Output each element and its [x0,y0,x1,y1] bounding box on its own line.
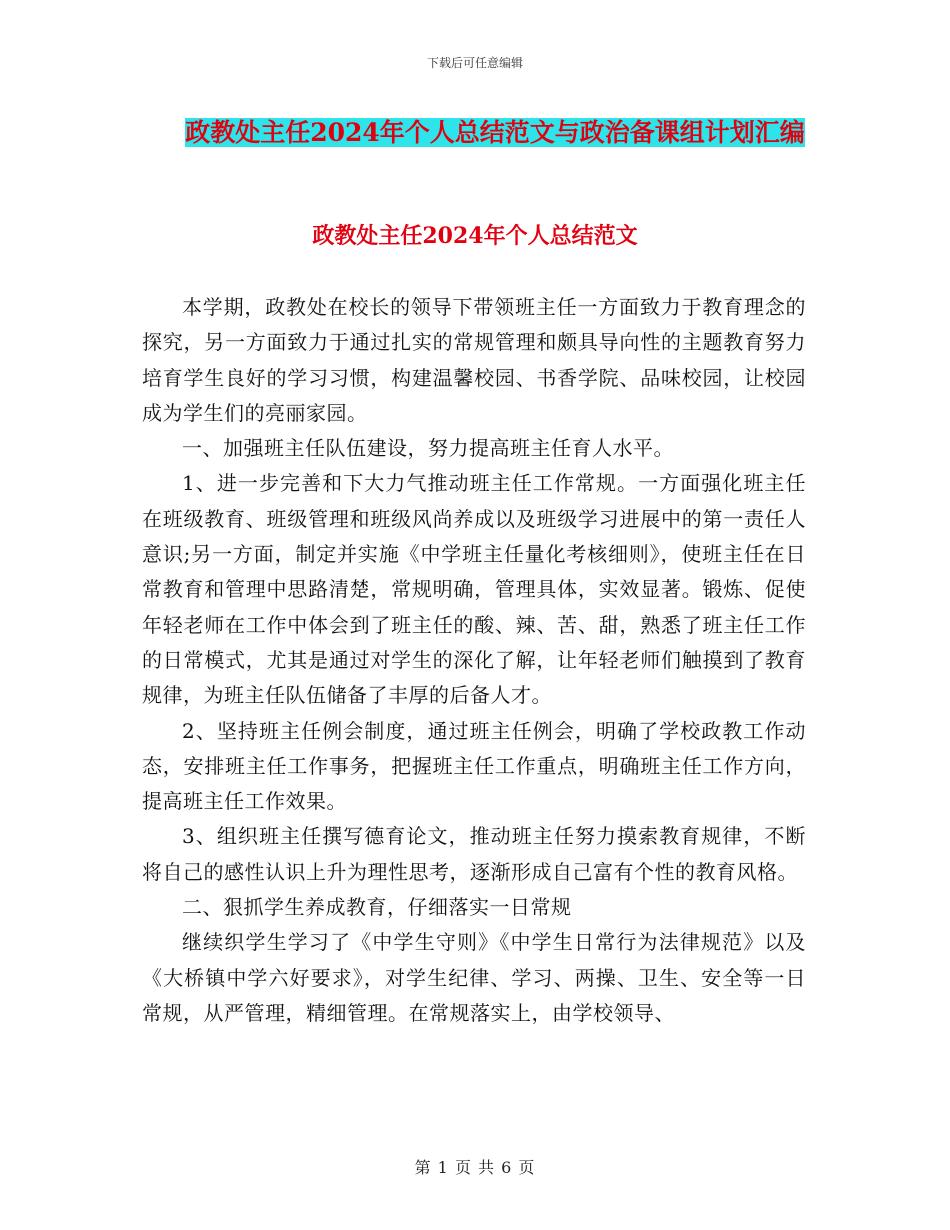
paragraph: 二、狠抓学生养成教育，仔细落实一日常规 [182,895,572,920]
paragraph: 继续织学生学习了《中学生守则》《中学生日常行为法律规范》以及《大桥镇中学六好要求》，对学生纪律、学习、两操、卫生、安全等一日常规，从严管理，精细管理。在常规落实上，由学校领导、 [142,930,806,1025]
document-body [142,290,806,1031]
paragraph: 一、加强班主任队伍建设，努力提高班主任育人水平。 [182,436,674,461]
paragraph: 1、进一步完善和下大力气推动班主任工作常规。一方面强化班主任在班级教育、班级管理和班级风尚养成以及班级学习进展中的第一责任人意识;另一方面，制定并实施《中学班主任量化考核细则》，使班主任在日常教育和管理中思路清楚，常规明确，管理具体，实效显著。锻炼、促使年轻老师在工作中体会到了班主任的酸、辣、苦、甜，熟悉了班主任工作的日常模式，尤其是通过对学生的深化了解，让年轻老师们触摸到了教育规律，为班主任队伍储备了丰厚的后备人才。 [142,471,806,708]
header-note: 下载后可任意编辑 [426,56,523,70]
document-title [150,112,840,154]
section-title: 政教处主任2024年个人总结范文 [312,223,638,249]
paragraph: 2、坚持班主任例会制度，通过班主任例会，明确了学校政教工作动态，安排班主任工作事务，把握班主任工作重点，明确班主任工作方向，提高班主任工作效果。 [142,718,806,814]
paragraph: 本学期，政教处在校长的领导下带领班主任一方面致力于教育理念的探究，另一方面致力于通过扎实的常规管理和颇具导向性的主题教育努力培育学生良好的学习习惯，构建温馨校园、书香学院、品味校园，让校园成为学生们的亮丽家园。 [142,295,806,425]
document-title-text: 政教处主任2024年个人总结范文与政治备课组计划汇编 [185,118,805,147]
paragraph: 3、组织班主任撰写德育论文，推动班主任努力摸索教育规律，不断将自己的感性认识上升为理性思考，逐渐形成自己富有个性的教育风格。 [142,824,806,884]
page-number: 第 1 页 共 6 页 [414,1158,536,1177]
